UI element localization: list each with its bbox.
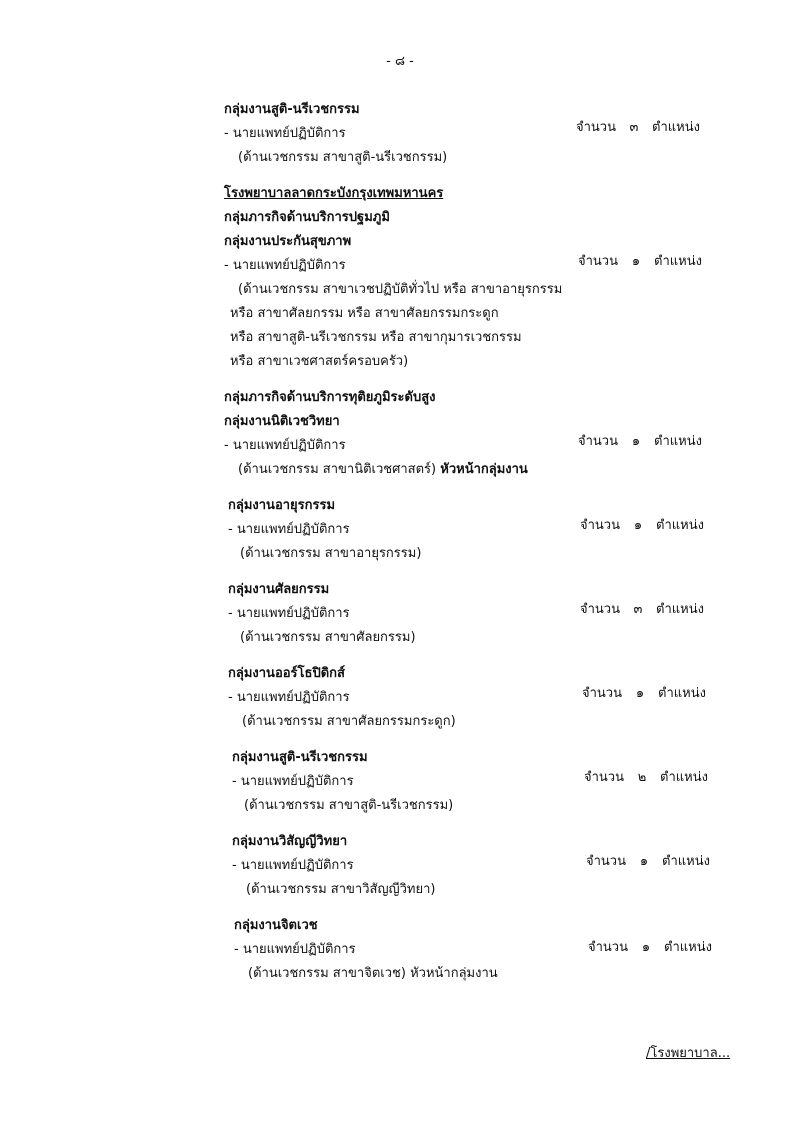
count-label: จำนวน: [584, 770, 624, 785]
head-of-group-note: หัวหน้ากลุ่มงาน: [440, 462, 528, 477]
position-detail: (ด้านเวชกรรม สาขาอายุรกรรม): [240, 546, 422, 561]
position-count: [580, 602, 704, 618]
position-detail: (ด้านเวชกรรม สาขาศัลยกรรม): [240, 630, 416, 645]
count-value: ๓: [629, 120, 639, 135]
position-count: [580, 518, 704, 534]
position-detail: หรือ สาขาศัลยกรรม หรือ สาขาศัลยกรรมกระดูก: [230, 306, 499, 321]
position-title: - นายแพทย์ปฏิบัติการ: [224, 258, 346, 273]
count-label: จำนวน: [578, 254, 618, 269]
section-heading: กลุ่มงานวิสัญญีวิทยา: [232, 834, 348, 849]
position-count: [584, 770, 708, 786]
count-unit: ตำแหน่ง: [658, 686, 706, 701]
count-value: ๑: [641, 940, 651, 955]
position-detail-text: (ด้านเวชกรรม สาขาจิตเวช): [248, 966, 406, 981]
count-value: ๓: [633, 602, 643, 617]
count-label: จำนวน: [580, 602, 620, 617]
count-label: จำนวน: [582, 686, 622, 701]
position-title: - นายแพทย์ปฏิบัติการ: [232, 858, 354, 873]
position-title: - นายแพทย์ปฏิบัติการ: [228, 606, 350, 621]
count-label: จำนวน: [578, 434, 618, 449]
count-unit: ตำแหน่ง: [664, 940, 712, 955]
position-detail: (ด้านเวชกรรม สาขาสูติ-นรีเวชกรรม): [238, 150, 448, 165]
count-unit: ตำแหน่ง: [662, 854, 710, 869]
position-title: - นายแพทย์ปฏิบัติการ: [224, 438, 346, 453]
count-value: ๑: [631, 434, 641, 449]
position-count: [586, 854, 710, 870]
section-heading: กลุ่มงานนิติเวชวิทยา: [224, 414, 340, 429]
position-detail: (ด้านเวชกรรม สาขาศัลยกรรมกระดูก): [242, 714, 456, 729]
position-count: [578, 434, 702, 450]
section-heading: กลุ่มงานสูติ-นรีเวชกรรม: [232, 750, 368, 765]
section-heading: กลุ่มงานสูติ-นรีเวชกรรม: [224, 102, 360, 117]
count-value: ๒: [637, 770, 647, 785]
section-heading: กลุ่มงานประกันสุขภาพ: [224, 234, 352, 249]
position-count: [582, 686, 706, 702]
mission-group: กลุ่มภารกิจด้านบริการทุติยภูมิระดับสูง: [224, 390, 436, 405]
section-heading: กลุ่มงานจิตเวช: [234, 918, 318, 933]
count-value: ๑: [635, 686, 645, 701]
position-title: - นายแพทย์ปฏิบัติการ: [232, 774, 354, 789]
count-value: ๑: [639, 854, 649, 869]
count-label: จำนวน: [576, 120, 616, 135]
hospital-name: โรงพยาบาลลาดกระบังกรุงเทพมหานคร: [224, 186, 444, 201]
continuation-note: /โรงพยาบาล...: [646, 1046, 731, 1061]
position-detail: [248, 966, 498, 982]
position-detail: หรือ สาขาเวชศาสตร์ครอบครัว): [230, 354, 409, 369]
position-detail: (ด้านเวชกรรม สาขาสูติ-นรีเวชกรรม): [244, 798, 454, 813]
position-title: - นายแพทย์ปฏิบัติการ: [228, 522, 350, 537]
section-heading: กลุ่มงานอายุรกรรม: [228, 498, 336, 513]
section-heading: กลุ่มงานศัลยกรรม: [228, 582, 330, 597]
count-label: จำนวน: [588, 940, 628, 955]
count-label: จำนวน: [580, 518, 620, 533]
position-title: - นายแพทย์ปฏิบัติการ: [224, 126, 346, 141]
page-number: - ๘ -: [386, 54, 414, 69]
position-title: - นายแพทย์ปฏิบัติการ: [228, 690, 350, 705]
count-unit: ตำแหน่ง: [654, 254, 702, 269]
head-of-group-note: หัวหน้ากลุ่มงาน: [410, 966, 498, 981]
count-value: ๑: [631, 254, 641, 269]
position-count: [578, 254, 702, 270]
count-unit: ตำแหน่ง: [652, 120, 700, 135]
count-unit: ตำแหน่ง: [654, 434, 702, 449]
position-detail: (ด้านเวชกรรม สาขาวิสัญญีวิทยา): [246, 882, 436, 897]
position-count: [588, 940, 712, 956]
count-unit: ตำแหน่ง: [660, 770, 708, 785]
count-unit: ตำแหน่ง: [656, 518, 704, 533]
position-detail-text: (ด้านเวชกรรม สาขานิติเวชศาสตร์): [238, 462, 437, 477]
count-label: จำนวน: [586, 854, 626, 869]
position-detail: (ด้านเวชกรรม สาขาเวชปฏิบัติทั่วไป หรือ สาขาอายุรกรรม: [238, 282, 563, 297]
position-count: [576, 120, 700, 136]
position-detail: หรือ สาขาสูติ-นรีเวชกรรม หรือ สาขากุมารเวชกรรม: [230, 330, 522, 345]
count-unit: ตำแหน่ง: [656, 602, 704, 617]
count-value: ๑: [633, 518, 643, 533]
position-title: - นายแพทย์ปฏิบัติการ: [234, 942, 356, 957]
position-detail: [238, 462, 528, 478]
mission-group: กลุ่มภารกิจด้านบริการปฐมภูมิ: [224, 210, 390, 225]
section-heading: กลุ่มงานออร์โธปิดิกส์: [228, 666, 345, 681]
